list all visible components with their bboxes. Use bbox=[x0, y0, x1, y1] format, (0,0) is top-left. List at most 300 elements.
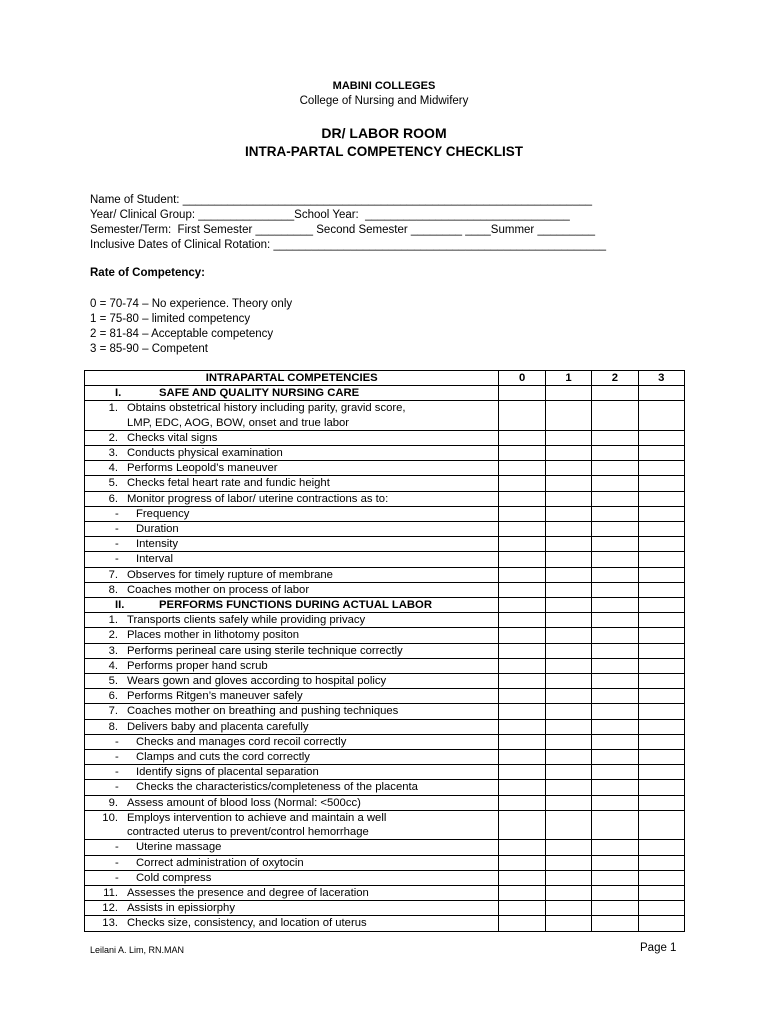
item-number: - bbox=[115, 766, 119, 779]
score-cell-1[interactable] bbox=[545, 522, 591, 537]
score-cell-1[interactable] bbox=[545, 780, 591, 795]
score-cell-3[interactable] bbox=[638, 795, 684, 810]
item-text-line: Coaches mother on process of labor bbox=[127, 583, 310, 596]
score-cell-1[interactable] bbox=[545, 628, 591, 643]
score-cell-1[interactable] bbox=[545, 734, 591, 749]
competency-item bbox=[85, 537, 498, 551]
score-cell-1[interactable] bbox=[545, 537, 591, 552]
item-number: 9. bbox=[108, 796, 118, 809]
score-cell-3[interactable] bbox=[638, 704, 684, 719]
item-number: 4. bbox=[108, 462, 118, 475]
item-number: - bbox=[115, 735, 119, 748]
score-cell-3[interactable] bbox=[638, 491, 684, 506]
score-cell-0[interactable] bbox=[499, 537, 545, 552]
section-header-row bbox=[85, 386, 685, 401]
item-number: 3. bbox=[108, 447, 118, 460]
score-cell-0[interactable] bbox=[499, 506, 545, 521]
score-cell-1[interactable] bbox=[545, 870, 591, 885]
score-cell-0[interactable] bbox=[499, 795, 545, 810]
score-cell-0[interactable] bbox=[499, 674, 545, 689]
competency-cell bbox=[85, 704, 499, 719]
item-number: - bbox=[115, 781, 119, 794]
item-text-line: Intensity bbox=[136, 538, 179, 551]
score-cell-2[interactable] bbox=[592, 613, 638, 628]
score-cell-3[interactable] bbox=[638, 386, 684, 401]
item-text bbox=[127, 674, 498, 688]
score-cell-2[interactable] bbox=[592, 885, 638, 900]
item-text bbox=[136, 765, 498, 779]
score-cell-0[interactable] bbox=[499, 628, 545, 643]
item-text bbox=[127, 446, 498, 460]
item-text-line: Assesses the presence and degree of laceration bbox=[127, 886, 369, 899]
score-cell-2[interactable] bbox=[592, 567, 638, 582]
competency-item bbox=[85, 886, 498, 900]
score-cell-3[interactable] bbox=[638, 430, 684, 445]
score-cell-0[interactable] bbox=[499, 885, 545, 900]
score-cell-2[interactable] bbox=[592, 750, 638, 765]
score-cell-0[interactable] bbox=[499, 401, 545, 430]
table-row bbox=[85, 765, 685, 780]
table-row bbox=[85, 582, 685, 597]
score-cell-0[interactable] bbox=[499, 446, 545, 461]
score-cell-2[interactable] bbox=[592, 386, 638, 401]
competency-item bbox=[85, 401, 498, 429]
competency-cell bbox=[85, 810, 499, 839]
item-text-line: Performs Ritgen’s maneuver safely bbox=[127, 690, 303, 703]
score-cell-0[interactable] bbox=[499, 461, 545, 476]
competency-item bbox=[85, 446, 498, 460]
score-cell-2[interactable] bbox=[592, 582, 638, 597]
score-cell-3[interactable] bbox=[638, 401, 684, 430]
item-text bbox=[127, 886, 498, 900]
section-header-cell bbox=[85, 598, 499, 613]
score-cell-3[interactable] bbox=[638, 658, 684, 673]
score-cell-1[interactable] bbox=[545, 719, 591, 734]
item-text-line: Frequency bbox=[136, 507, 190, 520]
item-text bbox=[136, 856, 498, 870]
table-row bbox=[85, 658, 685, 673]
score-cell-3[interactable] bbox=[638, 643, 684, 658]
competency-cell bbox=[85, 734, 499, 749]
score-cell-1[interactable] bbox=[545, 901, 591, 916]
item-number: 4. bbox=[108, 659, 118, 672]
item-text bbox=[136, 507, 498, 521]
table-row bbox=[85, 689, 685, 704]
score-cell-3[interactable] bbox=[638, 476, 684, 491]
competency-item bbox=[85, 507, 498, 521]
table-row bbox=[85, 855, 685, 870]
table-row bbox=[85, 613, 685, 628]
item-number: 6. bbox=[108, 492, 118, 505]
score-cell-2[interactable] bbox=[592, 810, 638, 839]
score-cell-2[interactable] bbox=[592, 901, 638, 916]
score-cell-1[interactable] bbox=[545, 401, 591, 430]
section-number: II. bbox=[115, 599, 125, 612]
item-text bbox=[127, 720, 498, 734]
score-cell-0[interactable] bbox=[499, 567, 545, 582]
item-text-line: Clamps and cuts the cord correctly bbox=[136, 751, 310, 764]
score-cell-1[interactable] bbox=[545, 689, 591, 704]
competency-item bbox=[85, 613, 498, 627]
score-cell-3[interactable] bbox=[638, 765, 684, 780]
score-cell-0[interactable] bbox=[499, 613, 545, 628]
item-number: 5. bbox=[108, 675, 118, 688]
competency-cell bbox=[85, 506, 499, 521]
item-text bbox=[127, 916, 498, 930]
item-number: 13. bbox=[102, 917, 118, 930]
score-cell-2[interactable] bbox=[592, 704, 638, 719]
competency-cell bbox=[85, 689, 499, 704]
competency-cell bbox=[85, 628, 499, 643]
competency-cell bbox=[85, 916, 499, 931]
competency-cell bbox=[85, 674, 499, 689]
score-cell-2[interactable] bbox=[592, 870, 638, 885]
table-row bbox=[85, 491, 685, 506]
header-score-2: 2 bbox=[592, 371, 638, 386]
score-cell-3[interactable] bbox=[638, 810, 684, 839]
score-cell-3[interactable] bbox=[638, 582, 684, 597]
competency-item bbox=[85, 522, 498, 536]
table-row bbox=[85, 916, 685, 931]
competency-item bbox=[85, 796, 498, 810]
student-name-line: Name of Student: ________________________________________________________________ bbox=[90, 194, 593, 206]
score-cell-0[interactable] bbox=[499, 552, 545, 567]
competency-item bbox=[85, 476, 498, 490]
score-cell-1[interactable] bbox=[545, 567, 591, 582]
table-row bbox=[85, 734, 685, 749]
item-text bbox=[136, 871, 498, 885]
table-row bbox=[85, 674, 685, 689]
score-cell-3[interactable] bbox=[638, 598, 684, 613]
score-cell-3[interactable] bbox=[638, 780, 684, 795]
competency-item bbox=[85, 492, 498, 506]
score-cell-1[interactable] bbox=[545, 704, 591, 719]
score-cell-1[interactable] bbox=[545, 674, 591, 689]
score-cell-3[interactable] bbox=[638, 750, 684, 765]
table-row bbox=[85, 704, 685, 719]
score-cell-0[interactable] bbox=[499, 765, 545, 780]
section-header bbox=[85, 598, 498, 612]
item-text-line: Checks size, consistency, and location of uterus bbox=[127, 917, 367, 930]
score-cell-0[interactable] bbox=[499, 704, 545, 719]
score-cell-0[interactable] bbox=[499, 855, 545, 870]
score-cell-0[interactable] bbox=[499, 582, 545, 597]
score-cell-1[interactable] bbox=[545, 750, 591, 765]
score-cell-0[interactable] bbox=[499, 870, 545, 885]
item-text bbox=[127, 704, 498, 718]
score-cell-3[interactable] bbox=[638, 870, 684, 885]
competency-cell bbox=[85, 780, 499, 795]
score-cell-1[interactable] bbox=[545, 461, 591, 476]
competency-cell bbox=[85, 870, 499, 885]
competency-cell bbox=[85, 765, 499, 780]
score-cell-0[interactable] bbox=[499, 386, 545, 401]
score-cell-3[interactable] bbox=[638, 461, 684, 476]
score-cell-1[interactable] bbox=[545, 765, 591, 780]
score-cell-3[interactable] bbox=[638, 855, 684, 870]
score-cell-3[interactable] bbox=[638, 628, 684, 643]
score-cell-2[interactable] bbox=[592, 689, 638, 704]
table-row bbox=[85, 430, 685, 445]
score-cell-2[interactable] bbox=[592, 628, 638, 643]
score-cell-1[interactable] bbox=[545, 491, 591, 506]
score-cell-2[interactable] bbox=[592, 506, 638, 521]
table-row bbox=[85, 750, 685, 765]
document-subtitle: INTRA-PARTAL COMPETENCY CHECKLIST bbox=[244, 144, 523, 159]
item-number: - bbox=[115, 538, 119, 551]
score-cell-2[interactable] bbox=[592, 765, 638, 780]
score-cell-0[interactable] bbox=[499, 734, 545, 749]
competency-item bbox=[85, 583, 498, 597]
score-cell-2[interactable] bbox=[592, 461, 638, 476]
item-text-line: Performs proper hand scrub bbox=[127, 659, 268, 672]
score-cell-0[interactable] bbox=[499, 750, 545, 765]
competency-cell bbox=[85, 613, 499, 628]
score-cell-1[interactable] bbox=[545, 582, 591, 597]
score-cell-1[interactable] bbox=[545, 552, 591, 567]
score-cell-2[interactable] bbox=[592, 855, 638, 870]
score-cell-1[interactable] bbox=[545, 476, 591, 491]
score-cell-1[interactable] bbox=[545, 430, 591, 445]
competency-item bbox=[85, 704, 498, 718]
table-row bbox=[85, 446, 685, 461]
score-cell-0[interactable] bbox=[499, 719, 545, 734]
competency-item bbox=[85, 750, 498, 764]
table-row bbox=[85, 810, 685, 839]
score-cell-2[interactable] bbox=[592, 643, 638, 658]
score-cell-2[interactable] bbox=[592, 552, 638, 567]
score-cell-2[interactable] bbox=[592, 916, 638, 931]
score-cell-1[interactable] bbox=[545, 598, 591, 613]
competency-cell bbox=[85, 855, 499, 870]
item-number: - bbox=[115, 856, 119, 869]
score-cell-2[interactable] bbox=[592, 795, 638, 810]
table-row bbox=[85, 537, 685, 552]
header-score-3: 3 bbox=[638, 371, 684, 386]
item-text-line: Checks fetal heart rate and fundic height bbox=[127, 477, 330, 490]
competency-cell bbox=[85, 658, 499, 673]
item-text-line: Checks and manages cord recoil correctly bbox=[136, 735, 347, 748]
competency-cell bbox=[85, 446, 499, 461]
item-text-line: Delivers baby and placenta carefully bbox=[127, 720, 309, 733]
score-cell-2[interactable] bbox=[592, 734, 638, 749]
section-header-cell bbox=[85, 386, 499, 401]
item-text-line: Duration bbox=[136, 523, 179, 536]
table-header-row bbox=[85, 371, 685, 386]
competency-item bbox=[85, 461, 498, 475]
item-text bbox=[127, 431, 498, 445]
header-competencies: INTRAPARTAL COMPETENCIES bbox=[85, 371, 499, 386]
score-cell-1[interactable] bbox=[545, 386, 591, 401]
competency-cell bbox=[85, 476, 499, 491]
score-cell-0[interactable] bbox=[499, 840, 545, 855]
table-row bbox=[85, 552, 685, 567]
item-text-line: Places mother in lithotomy positon bbox=[127, 629, 300, 642]
score-cell-1[interactable] bbox=[545, 855, 591, 870]
score-cell-0[interactable] bbox=[499, 689, 545, 704]
score-cell-2[interactable] bbox=[592, 598, 638, 613]
competency-cell bbox=[85, 522, 499, 537]
score-cell-1[interactable] bbox=[545, 506, 591, 521]
score-cell-3[interactable] bbox=[638, 689, 684, 704]
competency-item bbox=[85, 840, 498, 854]
score-cell-3[interactable] bbox=[638, 567, 684, 582]
score-cell-2[interactable] bbox=[592, 430, 638, 445]
score-cell-0[interactable] bbox=[499, 810, 545, 839]
item-text bbox=[136, 537, 498, 551]
competency-item bbox=[85, 780, 498, 794]
item-text bbox=[127, 628, 498, 642]
table-body bbox=[85, 386, 685, 931]
item-text bbox=[127, 796, 498, 810]
footer-author: Leilani A. Lim, RN.MAN bbox=[90, 945, 185, 955]
score-cell-3[interactable] bbox=[638, 613, 684, 628]
item-number: 3. bbox=[108, 644, 118, 657]
score-cell-2[interactable] bbox=[592, 780, 638, 795]
score-cell-0[interactable] bbox=[499, 522, 545, 537]
competency-item bbox=[85, 765, 498, 779]
score-cell-3[interactable] bbox=[638, 506, 684, 521]
item-text bbox=[127, 659, 498, 673]
rating-title: Rate of Competency: bbox=[90, 267, 206, 279]
score-cell-1[interactable] bbox=[545, 885, 591, 900]
competency-item bbox=[85, 552, 498, 566]
score-cell-1[interactable] bbox=[545, 658, 591, 673]
competency-cell bbox=[85, 750, 499, 765]
competency-cell bbox=[85, 430, 499, 445]
competency-cell bbox=[85, 885, 499, 900]
score-cell-3[interactable] bbox=[638, 537, 684, 552]
footer-page-number: Page 1 bbox=[640, 942, 677, 954]
score-cell-1[interactable] bbox=[545, 916, 591, 931]
item-text-line: Observes for timely rupture of membrane bbox=[127, 568, 333, 581]
score-cell-1[interactable] bbox=[545, 643, 591, 658]
score-cell-3[interactable] bbox=[638, 552, 684, 567]
table-row bbox=[85, 476, 685, 491]
item-number: 2. bbox=[108, 629, 118, 642]
score-cell-2[interactable] bbox=[592, 522, 638, 537]
score-cell-2[interactable] bbox=[592, 840, 638, 855]
score-cell-2[interactable] bbox=[592, 476, 638, 491]
table-row bbox=[85, 401, 685, 430]
score-cell-1[interactable] bbox=[545, 613, 591, 628]
score-cell-0[interactable] bbox=[499, 643, 545, 658]
score-cell-0[interactable] bbox=[499, 430, 545, 445]
score-cell-1[interactable] bbox=[545, 446, 591, 461]
item-number: - bbox=[115, 871, 119, 884]
competency-cell bbox=[85, 795, 499, 810]
score-cell-2[interactable] bbox=[592, 658, 638, 673]
score-cell-1[interactable] bbox=[545, 810, 591, 839]
item-number: 12. bbox=[102, 902, 118, 915]
item-text bbox=[136, 750, 498, 764]
item-text-line: Assists in epissiorphy bbox=[127, 902, 235, 915]
header-score-1: 1 bbox=[545, 371, 591, 386]
score-cell-0[interactable] bbox=[499, 598, 545, 613]
item-number: 1. bbox=[108, 402, 118, 415]
item-text bbox=[136, 735, 498, 749]
score-cell-2[interactable] bbox=[592, 719, 638, 734]
table-row bbox=[85, 522, 685, 537]
score-cell-2[interactable] bbox=[592, 537, 638, 552]
score-cell-3[interactable] bbox=[638, 446, 684, 461]
score-cell-2[interactable] bbox=[592, 401, 638, 430]
table-row bbox=[85, 628, 685, 643]
item-text bbox=[127, 476, 498, 490]
score-cell-0[interactable] bbox=[499, 916, 545, 931]
clinical-group-line: Year/ Clinical Group: _______________School Year: ________________________________ bbox=[90, 209, 570, 221]
competency-cell bbox=[85, 840, 499, 855]
item-number: - bbox=[115, 841, 119, 854]
competency-cell bbox=[85, 719, 499, 734]
table-row bbox=[85, 506, 685, 521]
competency-cell bbox=[85, 567, 499, 582]
item-text bbox=[127, 689, 498, 703]
item-text bbox=[136, 552, 498, 566]
competency-item bbox=[85, 628, 498, 642]
score-cell-3[interactable] bbox=[638, 916, 684, 931]
table-row bbox=[85, 795, 685, 810]
score-cell-0[interactable] bbox=[499, 476, 545, 491]
rating-item: 2 = 81-84 – Acceptable competency bbox=[90, 328, 274, 340]
item-number: - bbox=[115, 507, 119, 520]
score-cell-3[interactable] bbox=[638, 674, 684, 689]
score-cell-3[interactable] bbox=[638, 901, 684, 916]
score-cell-1[interactable] bbox=[545, 840, 591, 855]
item-number: - bbox=[115, 751, 119, 764]
score-cell-1[interactable] bbox=[545, 795, 591, 810]
item-text bbox=[136, 780, 498, 794]
item-text-line: Identify signs of placental separation bbox=[136, 766, 319, 779]
header-score-0: 0 bbox=[499, 371, 545, 386]
score-cell-0[interactable] bbox=[499, 780, 545, 795]
item-text-line: Correct administration of oxytocin bbox=[136, 856, 304, 869]
competency-cell bbox=[85, 643, 499, 658]
item-text-line: LMP, EDC, AOG, BOW, onset and true labor bbox=[127, 416, 350, 429]
item-text-line: Assess amount of blood loss (Normal: <500cc) bbox=[127, 796, 361, 809]
score-cell-2[interactable] bbox=[592, 446, 638, 461]
score-cell-2[interactable] bbox=[592, 491, 638, 506]
item-text-line: Performs Leopold’s maneuver bbox=[127, 462, 278, 475]
table-row bbox=[85, 461, 685, 476]
item-text-line: Coaches mother on breathing and pushing techniques bbox=[127, 705, 399, 718]
item-text bbox=[127, 583, 498, 597]
item-number: 11. bbox=[103, 886, 118, 899]
item-number: 7. bbox=[108, 705, 118, 718]
competency-item bbox=[85, 916, 498, 930]
competency-cell bbox=[85, 401, 499, 430]
section-header-row bbox=[85, 598, 685, 613]
score-cell-3[interactable] bbox=[638, 840, 684, 855]
score-cell-0[interactable] bbox=[499, 901, 545, 916]
item-number: 2. bbox=[108, 431, 118, 444]
score-cell-3[interactable] bbox=[638, 522, 684, 537]
item-text bbox=[127, 811, 498, 839]
score-cell-3[interactable] bbox=[638, 719, 684, 734]
competency-cell bbox=[85, 552, 499, 567]
table-row bbox=[85, 901, 685, 916]
competency-item bbox=[85, 431, 498, 445]
score-cell-2[interactable] bbox=[592, 674, 638, 689]
rating-item: 3 = 85-90 – Competent bbox=[90, 343, 208, 355]
item-number: - bbox=[115, 553, 119, 566]
score-cell-3[interactable] bbox=[638, 734, 684, 749]
score-cell-3[interactable] bbox=[638, 885, 684, 900]
score-cell-0[interactable] bbox=[499, 658, 545, 673]
item-text-line: Cold compress bbox=[136, 871, 212, 884]
competency-cell bbox=[85, 901, 499, 916]
score-cell-0[interactable] bbox=[499, 491, 545, 506]
